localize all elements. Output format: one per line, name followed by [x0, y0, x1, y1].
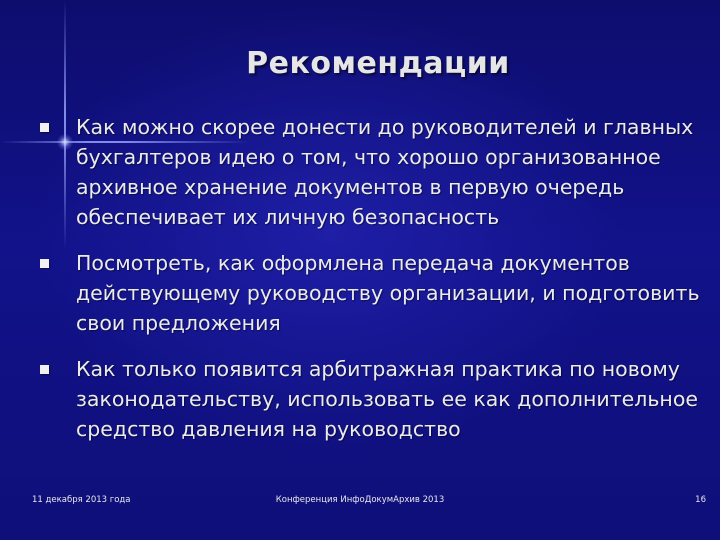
- footer-conference: Конференция ИнфоДокумАрхив 2013: [275, 495, 445, 505]
- page-number: 16: [695, 495, 706, 505]
- slide-title: Рекомендации: [246, 46, 510, 81]
- square-bullet-icon: [40, 365, 49, 374]
- square-bullet-icon: [40, 259, 49, 268]
- bullet-item: [40, 354, 700, 444]
- square-bullet-icon: [40, 123, 49, 132]
- bullet-text: Как только появится арбитражная практика по новому законодательству, использовать ее как дополнительное средство давления на руководство: [76, 357, 698, 441]
- bullet-list: [40, 112, 700, 444]
- bullet-item: [40, 112, 700, 232]
- footer-date: 11 декабря 2013 года: [32, 495, 131, 505]
- bullet-text: Как можно скорее донести до руководителей и главных бухгалтеров идею о том, что хорошо организованное архивное хранение документов в первую очередь обеспечивает их личную безопасность: [76, 115, 694, 229]
- bullet-item: [40, 248, 700, 338]
- bullet-text: Посмотреть, как оформлена передача документов действующему руководству организации, и подготовить свои предложения: [76, 251, 700, 335]
